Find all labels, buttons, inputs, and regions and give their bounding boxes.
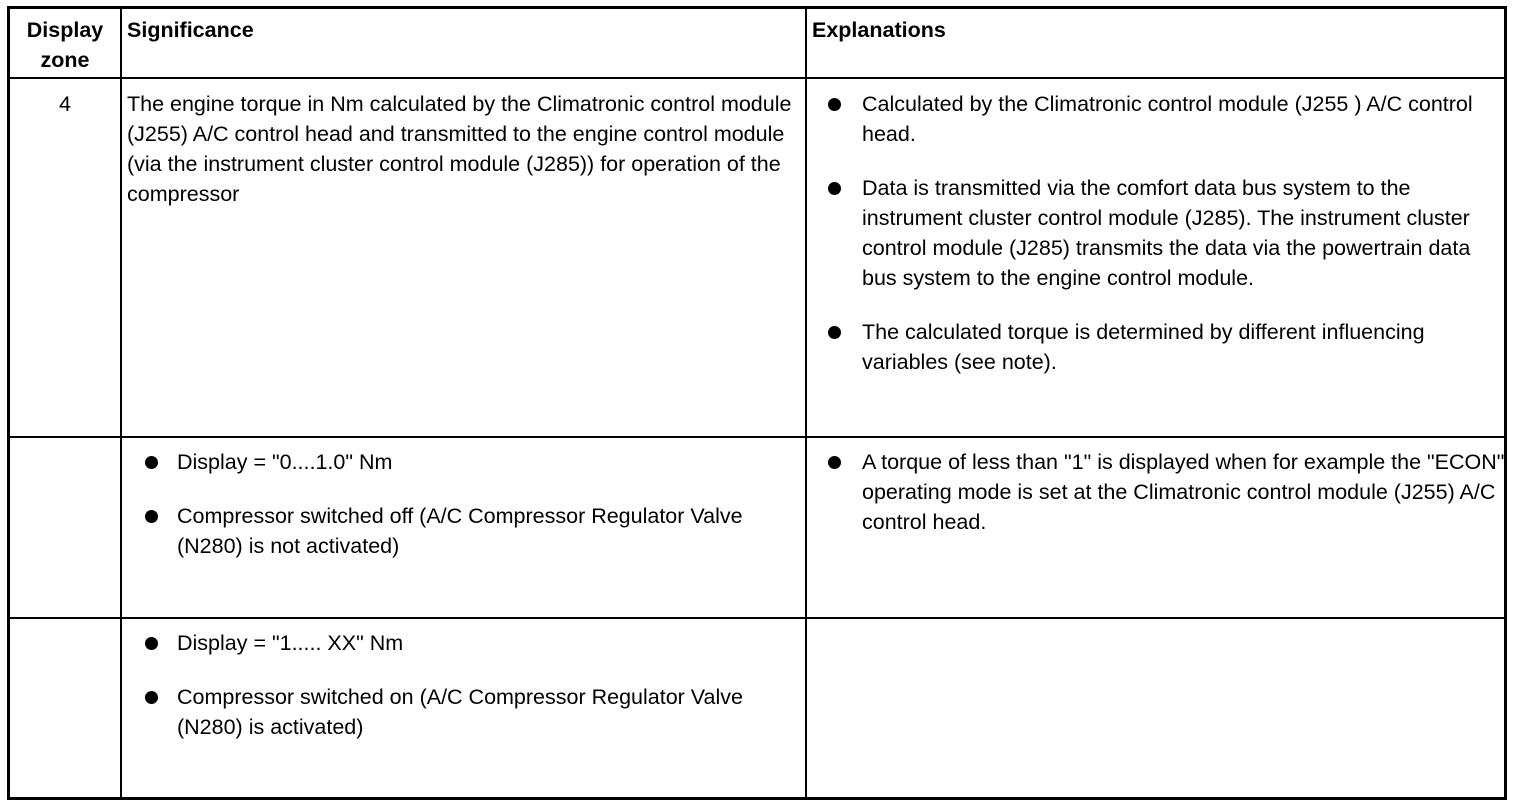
list-item: Display = "0....1.0" Nm (127, 447, 799, 477)
bullet-icon (145, 691, 158, 704)
list-item: The calculated torque is determined by different influencing variables (see note). (810, 317, 1506, 377)
row-2-explanations (810, 447, 1506, 561)
row-1-explanations (810, 89, 1506, 401)
row-1-zone: 4 (59, 92, 71, 116)
row-divider (10, 77, 1504, 79)
header-significance: Significance (127, 18, 254, 42)
row-3-significance (127, 628, 799, 766)
list-item: Display = "1..... XX" Nm (127, 628, 799, 658)
bullet-icon (828, 182, 841, 195)
bullet-icon (145, 637, 158, 650)
significance-list (127, 628, 799, 742)
row-divider (10, 436, 1504, 438)
list-item: Calculated by the Climatronic control module (J255 ) A/C control head. (810, 89, 1506, 149)
row-1-significance (127, 89, 799, 209)
display-zone-table (7, 6, 1507, 800)
explanation-list (810, 447, 1506, 537)
list-item: A torque of less than "1" is displayed when for example the "ECON" operating mode is set at the Climatronic control module (J255) A/C control head. (810, 447, 1506, 537)
explanation-list (810, 89, 1506, 377)
list-item: Data is transmitted via the comfort data bus system to the instrument cluster control module (J285). The instrument cluster control module (J285) transmits the data via the powertrain data bus system to the engine control module. (810, 173, 1506, 293)
list-item: Compressor switched off (A/C Compressor Regulator Valve (N280) is not activated) (127, 501, 799, 561)
row-2-significance (127, 447, 799, 585)
column-divider (120, 9, 122, 797)
list-item: Compressor switched on (A/C Compressor Regulator Valve (N280) is activated) (127, 682, 799, 742)
header-explanations: Explanations (812, 18, 946, 42)
column-divider (805, 9, 807, 797)
significance-text: The engine torque in Nm calculated by the Climatronic control module (J255) A/C control head and transmitted to the engine control module (via the instrument cluster control module (J285)) for operation of the compressor (127, 92, 792, 206)
header-display-zone: Display zone (26, 18, 104, 72)
bullet-icon (828, 456, 841, 469)
bullet-icon (828, 326, 841, 339)
bullet-icon (145, 510, 158, 523)
significance-list (127, 447, 799, 561)
row-divider (10, 617, 1504, 619)
bullet-icon (145, 456, 158, 469)
bullet-icon (828, 98, 841, 111)
